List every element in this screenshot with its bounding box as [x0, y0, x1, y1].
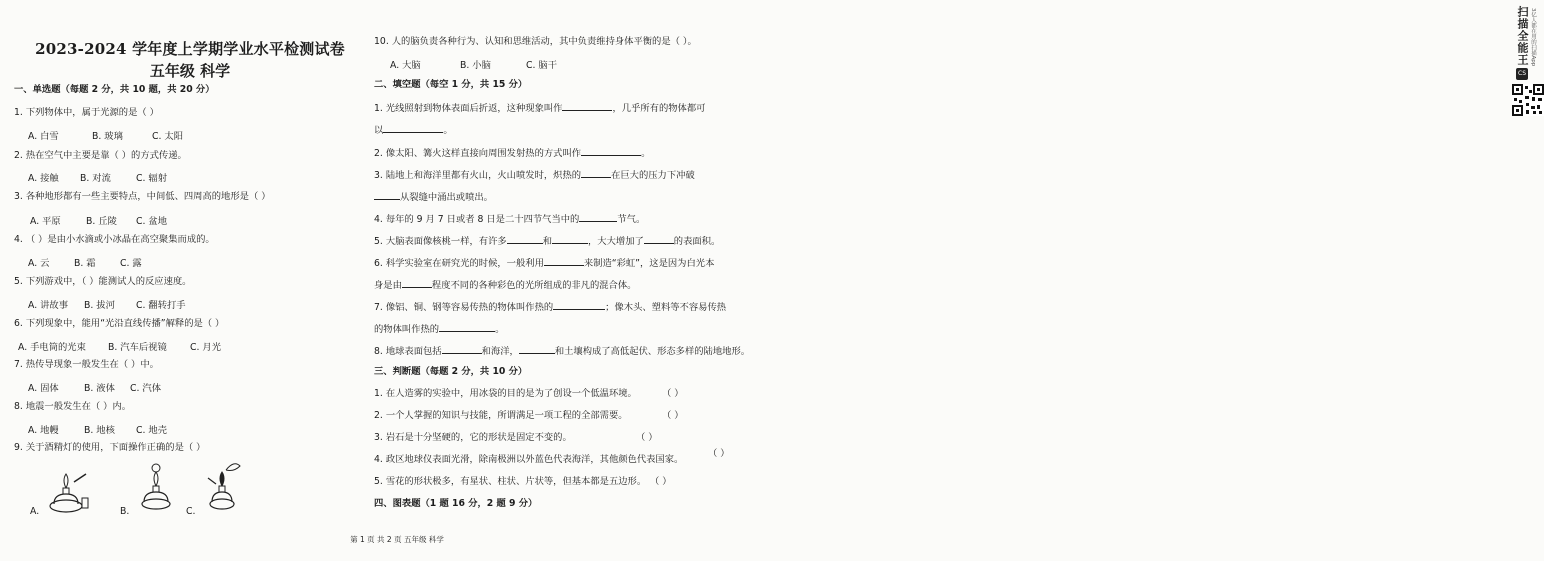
- fill-2-text-b: 。: [641, 148, 651, 159]
- q5-option-b: B. 拔河: [84, 300, 115, 311]
- section-4-heading: 四、图表题（1 题 16 分，2 题 9 分）: [374, 498, 538, 509]
- fill-1-text-b: ，几乎所有的物体都可: [612, 103, 706, 114]
- q4-option-c: C. 露: [120, 258, 142, 269]
- question-4: 4. （ ）是由小水滴或小冰晶在高空聚集而成的。: [14, 234, 215, 245]
- fill-2-blank[interactable]: [581, 146, 641, 156]
- q10-option-a: A. 大脑: [390, 60, 421, 71]
- fill-8-blank-2[interactable]: [519, 344, 555, 354]
- judge-4-paren[interactable]: （ ）: [708, 448, 730, 459]
- fill-6-text-a: 6. 科学实验室在研究光的时候，一般利用: [374, 258, 544, 269]
- judge-1: 1. 在人造雾的实验中，用冰袋的目的是为了创设一个低温环境。: [374, 388, 637, 399]
- fill-5-text-a: 5. 大脑表面像核桃一样，有许多: [374, 236, 507, 247]
- q8-option-b: B. 地核: [84, 425, 115, 436]
- q1-option-a: A. 白雪: [28, 131, 59, 142]
- q4-option-a: A. 云: [28, 258, 50, 269]
- fill-7-text-c: 的物体叫作热的: [374, 324, 440, 335]
- question-7: 7. 热传导现象一般发生在（ ）中。: [14, 359, 159, 370]
- question-3: 3. 各种地形都有一些主要特点，中间低、四周高的地形是（ ）: [14, 191, 271, 202]
- page-footer: 第 1 页 共 2 页 五年级 科学: [350, 535, 444, 544]
- judge-2-paren[interactable]: （ ）: [662, 410, 684, 421]
- fill-7-blank-1[interactable]: [553, 300, 605, 310]
- question-8: 8. 地震一般发生在（ ）内。: [14, 401, 132, 412]
- alcohol-lamp-a-icon: [44, 468, 94, 514]
- q1-option-b: B. 玻璃: [92, 131, 123, 142]
- q9-option-c: C.: [186, 506, 196, 517]
- fill-6-text-d: 程度不同的各种彩色的光所组成的非凡的混合体。: [431, 280, 637, 291]
- q7-option-c: C. 汽体: [130, 383, 161, 394]
- q10-option-c: C. 脑干: [526, 60, 557, 71]
- fill-1-text-c: 以: [374, 125, 384, 136]
- qr-code-icon[interactable]: [1512, 84, 1544, 116]
- scanner-app-name: 扫描全能王: [1516, 6, 1529, 66]
- q2-option-c: C. 辐射: [136, 173, 167, 184]
- fill-6-blank-1[interactable]: [544, 256, 584, 266]
- exam-title: 2023-2024 学年度上学期学业水平检测试卷: [35, 40, 345, 58]
- fill-4-text-a: 4. 每年的 9 月 7 日或者 8 日是二十四节气当中的: [374, 214, 580, 225]
- fill-1-blank-1[interactable]: [562, 101, 612, 111]
- fill-8: [374, 344, 750, 358]
- fill-7-line-1: [374, 300, 726, 314]
- fill-5-text-b: 和: [542, 236, 552, 247]
- section-3-heading: 三、判断题（每题 2 分，共 10 分）: [374, 366, 528, 377]
- q8-option-c: C. 地壳: [136, 425, 167, 436]
- scanner-app-slogan: 3亿人都在用的扫描App: [1530, 8, 1536, 67]
- question-10: 10. 人的脑负责各种行为、认知和思维活动，其中负责维持身体平衡的是（ ）。: [374, 36, 697, 47]
- fill-1-text-d: 。: [443, 125, 453, 136]
- q9-option-b: B.: [120, 506, 130, 517]
- q1-option-c: C. 太阳: [152, 131, 183, 142]
- fill-5-blank-1[interactable]: [507, 234, 543, 244]
- judge-3-paren[interactable]: （ ）: [636, 432, 658, 443]
- cs-logo-icon: CS: [1516, 68, 1528, 80]
- fill-7-blank-2[interactable]: [439, 322, 495, 332]
- fill-8-text-c: 和土壤构成了高低起伏、形态多样的陆地地形。: [554, 346, 751, 357]
- fill-5-blank-3[interactable]: [644, 234, 674, 244]
- fill-3-line-2: [374, 190, 493, 204]
- question-2: 2. 热在空气中主要是靠（ ）的方式传递。: [14, 150, 187, 161]
- fill-1-blank-2[interactable]: [383, 123, 443, 133]
- scanner-app-strip: [754, 0, 1536, 561]
- judge-4: 4. 政区地球仪表面光滑，除南极洲以外蓝色代表海洋，其他颜色代表国家。: [374, 454, 684, 465]
- q8-option-a: A. 地幔: [28, 425, 59, 436]
- q6-option-a: A. 手电筒的光束: [18, 342, 86, 353]
- alcohol-lamp-b-icon: [136, 462, 176, 512]
- q3-option-a: A. 平原: [30, 216, 61, 227]
- q2-option-b: B. 对流: [80, 173, 111, 184]
- question-9: 9. 关于酒精灯的使用，下面操作正确的是（ ）: [14, 442, 206, 453]
- fill-2-text-a: 2. 像太阳、篝火这样直接向周围发射热的方式叫作: [374, 148, 582, 159]
- fill-1-line-1: [374, 101, 705, 115]
- q2-option-a: A. 接触: [28, 173, 59, 184]
- fill-6-text-c: 身是由: [374, 280, 402, 291]
- q7-option-a: A. 固体: [28, 383, 59, 394]
- fill-1-text-a: 1. 光线照射到物体表面后折返，这种现象叫作: [374, 103, 563, 114]
- fill-3-blank-1[interactable]: [581, 168, 611, 178]
- q6-option-c: C. 月光: [190, 342, 221, 353]
- judge-3: 3. 岩石是十分坚硬的，它的形状是固定不变的。: [374, 432, 572, 443]
- fill-5: [374, 234, 720, 248]
- fill-8-text-a: 8. 地球表面包括: [374, 346, 442, 357]
- judge-5: 5. 雪花的形状极多，有星状、柱状、片状等，但基本都是五边形。: [374, 476, 647, 487]
- fill-5-text-d: 的表面积。: [673, 236, 721, 247]
- exam-subtitle: 五年级 科学: [149, 62, 231, 80]
- fill-6-blank-2[interactable]: [402, 278, 432, 288]
- fill-7-text-b: ；像木头、塑料等不容易传热: [605, 302, 727, 313]
- fill-6-text-b: 来制造“彩虹”，这是因为白光本: [583, 258, 715, 269]
- q3-option-c: C. 盆地: [136, 216, 167, 227]
- section-2-heading: 二、填空题（每空 1 分，共 15 分）: [374, 79, 528, 90]
- fill-2: [374, 146, 650, 160]
- fill-5-blank-2[interactable]: [552, 234, 588, 244]
- alcohol-lamp-c-icon: [204, 458, 244, 512]
- fill-4: [374, 212, 645, 226]
- q3-option-b: B. 丘陵: [86, 216, 117, 227]
- fill-3-blank-2[interactable]: [374, 190, 400, 200]
- q6-option-b: B. 汽车后视镜: [108, 342, 167, 353]
- fill-3-text-b: 在巨大的压力下冲破: [611, 170, 695, 181]
- q5-option-c: C. 翻转打手: [136, 300, 186, 311]
- fill-8-text-b: 和海洋，: [481, 346, 519, 357]
- fill-5-text-c: ，大大增加了: [588, 236, 644, 247]
- fill-8-blank-1[interactable]: [442, 344, 482, 354]
- q4-option-b: B. 霜: [74, 258, 96, 269]
- fill-6-line-2: [374, 278, 636, 292]
- q7-option-b: B. 液体: [84, 383, 115, 394]
- fill-6-line-1: [374, 256, 714, 270]
- fill-1-line-2: [374, 123, 453, 137]
- question-6: 6. 下列现象中，能用“光沿直线传播”解释的是（ ）: [14, 318, 225, 329]
- fill-7-line-2: [374, 322, 504, 336]
- fill-3-line-1: [374, 168, 695, 182]
- q5-option-a: A. 讲故事: [28, 300, 68, 311]
- q9-option-a: A.: [30, 506, 40, 517]
- question-5: 5. 下列游戏中，（ ）能测试人的反应速度。: [14, 276, 192, 287]
- fill-7-text-d: 。: [495, 324, 505, 335]
- judge-1-paren[interactable]: （ ）: [662, 388, 684, 399]
- fill-7-text-a: 7. 像铝、铜、钢等容易传热的物体叫作热的: [374, 302, 554, 313]
- q10-option-b: B. 小脑: [460, 60, 491, 71]
- fill-3-text-c: 从裂缝中涌出或喷出。: [400, 192, 493, 203]
- fill-3-text-a: 3. 陆地上和海洋里都有火山，火山喷发时，炽热的: [374, 170, 582, 181]
- section-1-heading: 一、单选题（每题 2 分，共 10 题，共 20 分）: [14, 84, 215, 95]
- fill-4-text-b: 节气。: [617, 214, 646, 225]
- fill-4-blank[interactable]: [579, 212, 617, 222]
- question-1: 1. 下列物体中，属于光源的是（ ）: [14, 107, 159, 118]
- judge-5-paren[interactable]: （ ）: [650, 476, 672, 487]
- judge-2: 2. 一个人掌握的知识与技能，所谓满足一项工程的全部需要。: [374, 410, 628, 421]
